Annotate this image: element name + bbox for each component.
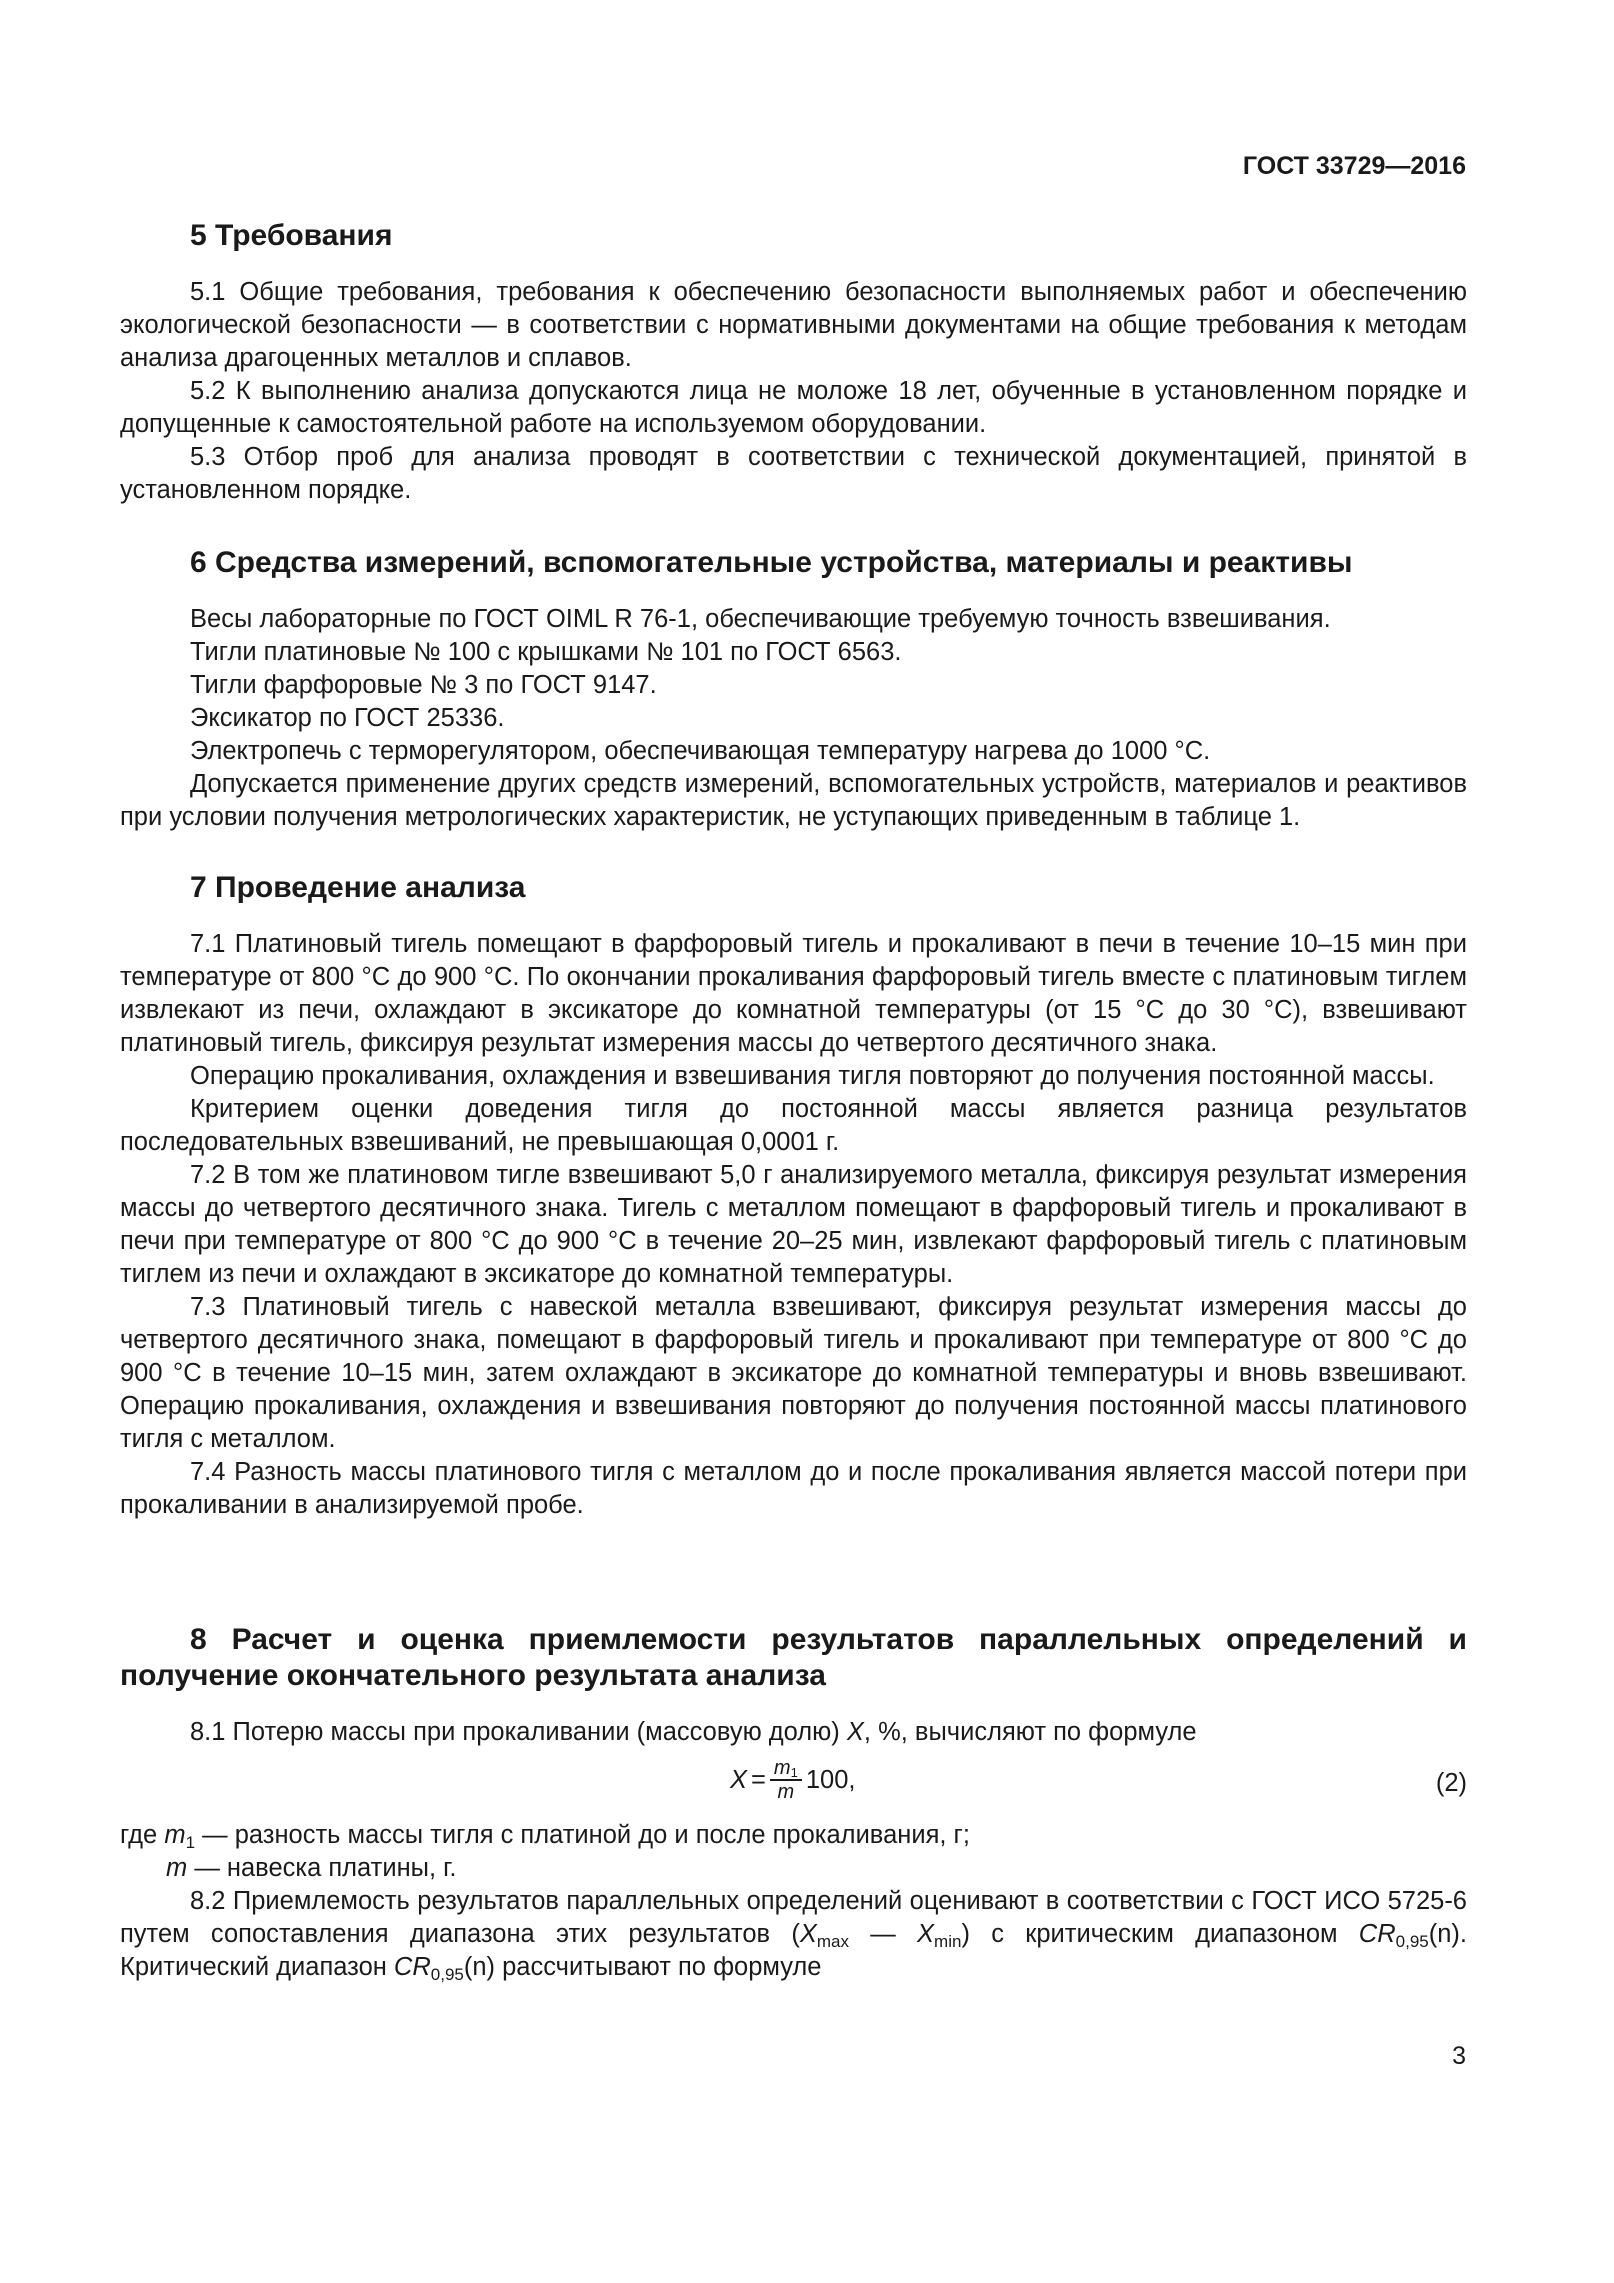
paragraph: 7.3 Платиновый тигель с навеской металла взвешивают, фиксируя результат измерения массы до четвертого десятичного знака, помещают в фарфоровый тигель и прокаливают при температуре от 800 °С до 900 °С в течение 10–15 мин, затем охлаждают в эксикаторе до комнатной температуры и вновь взвешивают. Операцию прокаливания, охлаждения и взвешивания повторяют до получения постоянной массы платинового тигля с металлом. [120, 1293, 1467, 1453]
paragraph: 7.1 Платиновый тигель помещают в фарфоровый тигель и прокаливают в печи в течение 10–15 мин при температуре от 800 °С до 900 °С. По окончании прокаливания фарфоровый тигель вместе с платиновым тиглем извлекают из печи, охлаждают в эксикаторе до комнатной температуры (от 15 °С до 30 °С), взвешивают платиновый тигель, фиксируя результат измерения массы до четвертого десятичного знака. [120, 930, 1467, 1057]
section-7 [120, 870, 1467, 1522]
paragraph: Тигли платиновые № 100 с крышками № 101 по ГОСТ 6563. [190, 638, 902, 666]
section-heading: 8 Расчет и оценка приемлемости результатов параллельных определений и получение окончательного результата анализа [120, 1623, 1467, 1692]
section-5 [120, 218, 1467, 507]
section-8 [120, 1622, 1467, 1984]
section-heading: 5 Требования [190, 219, 393, 252]
section-heading: 6 Средства измерений, вспомогательные устройства, материалы и реактивы [190, 546, 1353, 579]
paragraph-8-1: 8.1 Потерю массы при прокаливании (массовую долю) X, %, вычисляют по формуле [190, 1718, 1197, 1746]
where-line: m — навеска платины, г. [166, 1854, 457, 1882]
paragraph: Эксикатор по ГОСТ 25336. [190, 704, 505, 732]
formula-2: X = $\frac{m_1}{m}$ 100, (2) [730, 1757, 1467, 1803]
paragraph: Допускается применение других средств измерений, вспомогательных устройств, материалов и реактивов при условии получения метрологических характеристик, не уступающих приведенным в таблице 1. [120, 770, 1467, 831]
formula-number: (2) [1435, 1769, 1467, 1797]
where-line: где $m_1$ — разность массы тигля с платиной до и после прокаливания, г; [120, 1821, 970, 1852]
paragraph: Критерием оценки доведения тигля до постоянной массы является разница результатов последовательных взвешиваний, не превышающая 0,0001 г. [120, 1095, 1467, 1156]
paragraph: 5.3 Отбор проб для анализа проводят в соответствии с технической документацией, принятой в установленном порядке. [120, 443, 1467, 504]
paragraph: Тигли фарфоровые № 3 по ГОСТ 9147. [190, 671, 657, 699]
paragraph: 5.1 Общие требования, требования к обеспечению безопасности выполняемых работ и обеспечению экологической безопасности — в соответствии с нормативными документами на общие требования к методам анализа драгоценных металлов и сплавов. [120, 278, 1467, 372]
document-designation: ГОСТ 33729—2016 [1242, 152, 1466, 180]
paragraph: Электропечь с терморегулятором, обеспечивающая температуру нагрева до 1000 °С. [190, 737, 1211, 765]
paragraph: 7.4 Разность массы платинового тигля с металлом до и после прокаливания является массой потери при прокаливании в анализируемой пробе. [120, 1458, 1467, 1519]
section-6 [120, 545, 1467, 834]
paragraph: Операцию прокаливания, охлаждения и взвешивания тигля повторяют до получения постоянной массы. [190, 1062, 1435, 1090]
section-heading: 7 Проведение анализа [190, 871, 526, 904]
paragraph: 5.2 К выполнению анализа допускаются лица не моложе 18 лет, обученные в установленном порядке и допущенные к самостоятельной работе на используемом оборудовании. [120, 377, 1467, 438]
paragraph: 7.2 В том же платиновом тигле взвешивают 5,0 г анализируемого металла, фиксируя результат измерения массы до четвертого десятичного знака. Тигель с металлом помещают в фарфоровый тигель и прокаливают в печи при температуре от 800 °С до 900 °С в течение 20–25 мин, извлекают фарфоровый тигель с платиновым тиглем из печи и охлаждают в эксикаторе до комнатной температуры. [120, 1161, 1467, 1288]
paragraph-8-2: 8.2 Приемлемость результатов параллельных определений оценивают в соответствии с ГОСТ ИСО 5725-6 путем сопоставления диапазона этих результатов ($X_{max}$ — $X_{min}$) с критическим диапазоном $CR_{0,95}(n)$. Критический диапазон $CR_{0,95}(n)$ рассчитывают по формуле [120, 1887, 1467, 1984]
page-number: 3 [1452, 2042, 1466, 2070]
paragraph: Весы лабораторные по ГОСТ OIML R 76-1, обеспечивающие требуемую точность взвешивания. [190, 605, 1331, 633]
fraction: $\frac{m_1}{m}$ [770, 1757, 802, 1803]
